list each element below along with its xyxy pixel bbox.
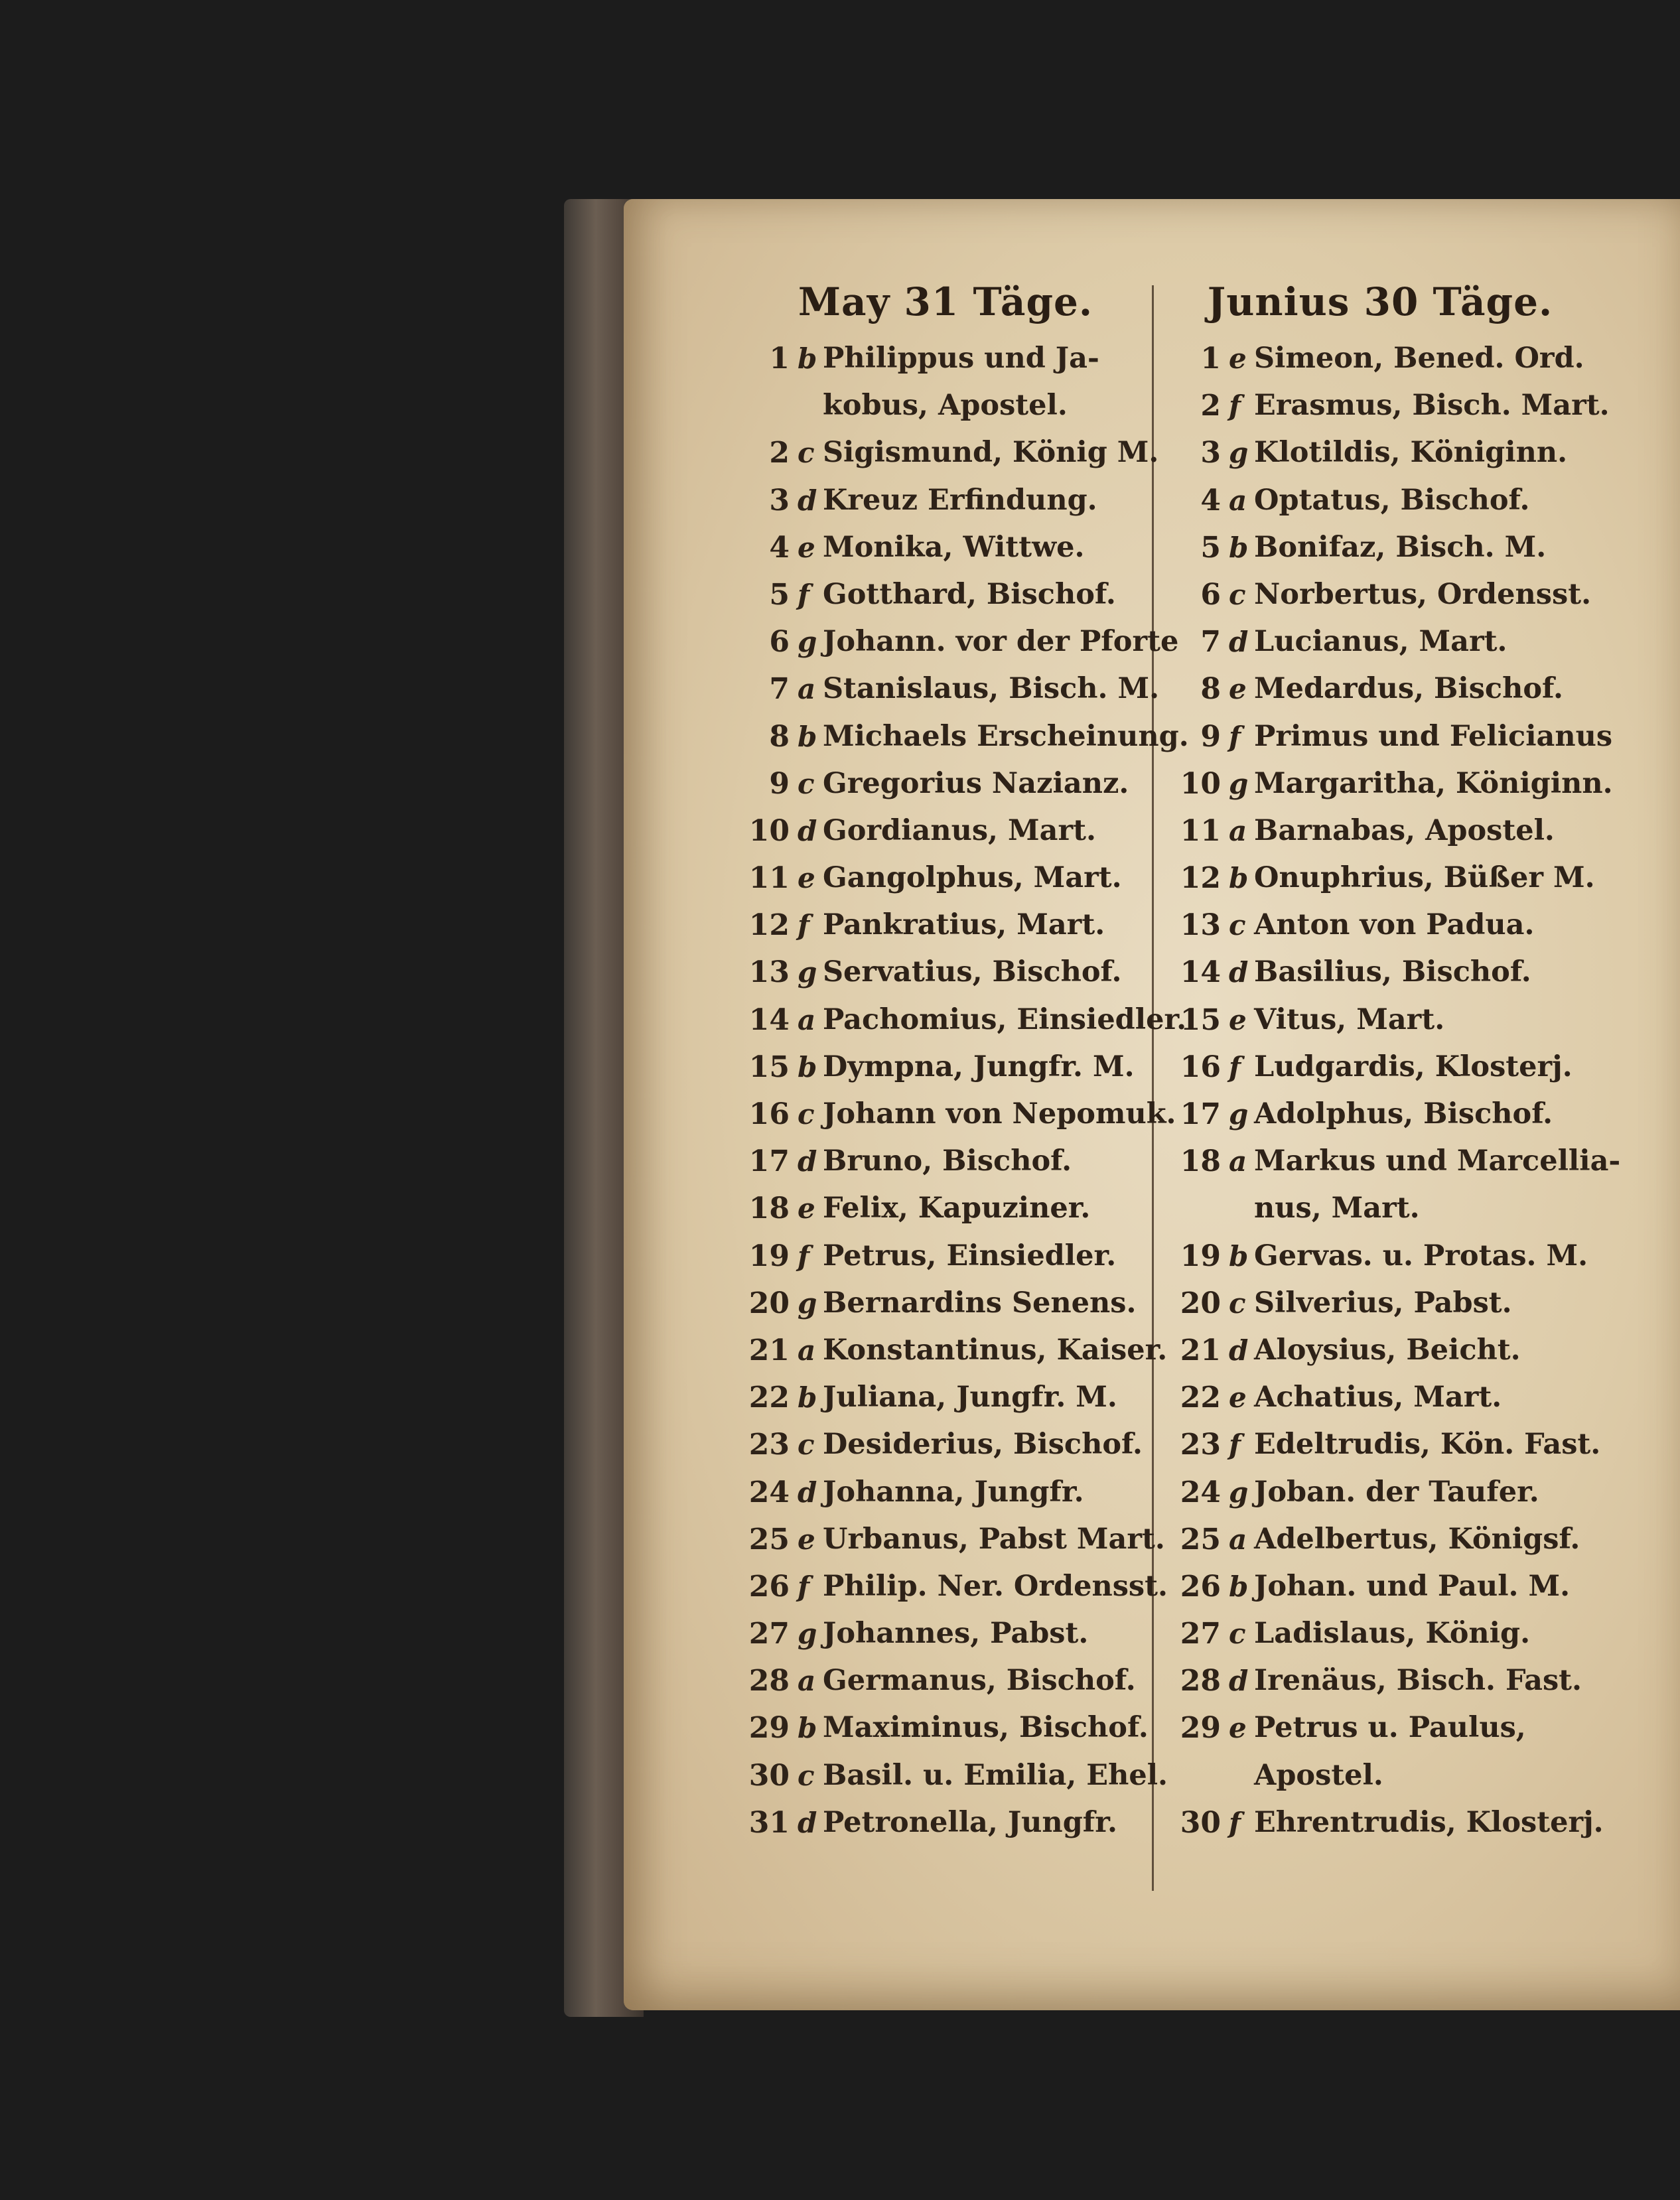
day-number: 13 — [748, 955, 790, 990]
day-number: 5 — [769, 577, 790, 612]
saint-name: Konstantinus, Kaiser. — [823, 1333, 1168, 1367]
dominical-letter: e — [1229, 1381, 1247, 1414]
saint-name: Edeltrudis, Kön. Fast. — [1254, 1428, 1601, 1462]
calendar-row — [1168, 1610, 1592, 1657]
day-number: 15 — [1180, 1002, 1221, 1037]
calendar-row — [1168, 1657, 1592, 1704]
dominical-letter: e — [798, 531, 815, 564]
saint-name: Apostel. — [1254, 1758, 1383, 1792]
calendar-row — [736, 1752, 1168, 1799]
calendar-row — [1168, 760, 1613, 807]
day-number: 7 — [769, 672, 790, 707]
saint-name: Philippus und Ja- — [823, 342, 1099, 375]
day-number: 22 — [1180, 1381, 1221, 1415]
day-number: 2 — [769, 436, 790, 470]
dominical-letter: e — [1229, 342, 1247, 375]
dominical-letter: f — [798, 909, 810, 942]
dominical-letter: g — [1229, 767, 1249, 800]
day-number: 14 — [1180, 955, 1221, 990]
saint-name: Norbertus, Ordensst. — [1254, 577, 1592, 611]
calendar-row — [1168, 618, 1592, 665]
calendar-row — [1168, 997, 1592, 1044]
day-number: 20 — [1180, 1286, 1221, 1320]
dominical-letter: a — [1229, 1145, 1247, 1178]
dominical-letter: c — [1229, 578, 1246, 611]
saint-name: Adelbertus, Königsf. — [1254, 1522, 1580, 1556]
day-number: 17 — [1180, 1097, 1221, 1131]
saint-name: Markus und Marcellia- — [1254, 1144, 1621, 1178]
day-number: 3 — [769, 483, 790, 517]
calendar-row — [736, 1138, 1155, 1185]
dominical-letter: f — [798, 578, 810, 611]
day-number: 9 — [769, 766, 790, 801]
dominical-letter: a — [798, 1003, 816, 1036]
day-number: 26 — [1180, 1569, 1221, 1604]
dominical-letter: b — [1229, 1570, 1249, 1603]
day-number: 15 — [748, 1050, 790, 1084]
calendar-row — [1168, 1421, 1601, 1468]
saint-name: Johannes, Pabst. — [823, 1617, 1089, 1651]
day-number: 14 — [748, 1002, 790, 1037]
saint-name: Monika, Wittwe. — [823, 530, 1085, 564]
dominical-letter: d — [798, 1806, 817, 1839]
day-number: 30 — [748, 1758, 790, 1793]
day-number: 29 — [1180, 1711, 1221, 1746]
day-number: 28 — [748, 1664, 790, 1698]
calendar-row — [736, 1799, 1155, 1846]
calendar-row — [1168, 1138, 1621, 1185]
saint-name: Gervas. u. Protas. M. — [1254, 1239, 1588, 1272]
saint-name: Pankratius, Mart. — [823, 908, 1105, 942]
dominical-letter: c — [798, 767, 815, 800]
saint-name: Ehrentrudis, Klosterj. — [1254, 1805, 1604, 1839]
calendar-row — [1168, 713, 1613, 760]
calendar-row — [736, 713, 1189, 760]
dominical-letter: a — [1229, 814, 1247, 847]
saint-name: Germanus, Bischof. — [823, 1664, 1136, 1698]
day-number: 10 — [1180, 766, 1221, 801]
dominical-letter: g — [1229, 437, 1249, 470]
calendar-row — [1168, 1563, 1592, 1610]
day-number: 23 — [748, 1428, 790, 1462]
dominical-letter: f — [1229, 1806, 1241, 1839]
calendar-row — [736, 1327, 1168, 1374]
calendar-row — [736, 1280, 1155, 1327]
day-number: 16 — [1180, 1050, 1221, 1084]
day-number: 25 — [748, 1522, 790, 1556]
dominical-letter: g — [1229, 1098, 1249, 1131]
day-number: 1 — [769, 342, 790, 376]
saint-name: Klotildis, Königinn. — [1254, 436, 1568, 470]
saint-name: Margaritha, Königinn. — [1254, 766, 1613, 800]
saint-name: Johan. und Paul. M. — [1254, 1569, 1571, 1603]
dominical-letter: f — [1229, 1428, 1241, 1462]
calendar-row — [736, 1610, 1155, 1657]
dominical-letter: e — [1229, 1712, 1247, 1745]
dominical-letter: c — [1229, 1617, 1246, 1651]
saint-name: Basilius, Bischof. — [1254, 955, 1531, 989]
day-number: 10 — [748, 813, 790, 848]
day-number: 28 — [1180, 1664, 1221, 1698]
saint-name: Lucianus, Mart. — [1254, 625, 1507, 659]
dominical-letter: b — [798, 1381, 817, 1414]
day-number: 6 — [769, 625, 790, 659]
saint-name: Sigismund, König M. — [823, 436, 1159, 470]
saint-name: Barnabas, Apostel. — [1254, 813, 1555, 847]
day-number: 23 — [1180, 1428, 1221, 1462]
saint-name: Johann. vor der Pforte — [823, 625, 1179, 659]
saint-name: Bruno, Bischof. — [823, 1144, 1072, 1178]
day-number: 18 — [748, 1192, 790, 1226]
saint-name: Gangolphus, Mart. — [823, 861, 1122, 895]
day-number: 19 — [748, 1239, 790, 1273]
saint-name: Petrus, Einsiedler. — [823, 1239, 1117, 1272]
calendar-row — [1168, 1280, 1592, 1327]
day-number: 31 — [748, 1805, 790, 1840]
calendar-row — [736, 524, 1155, 571]
day-number: 27 — [1180, 1617, 1221, 1651]
day-number: 20 — [748, 1286, 790, 1320]
saint-name: Philip. Ner. Ordensst. — [823, 1569, 1168, 1603]
calendar-row — [1168, 335, 1592, 382]
saint-name: Gordianus, Mart. — [823, 813, 1096, 847]
calendar-row — [736, 1657, 1155, 1704]
saint-name: kobus, Apostel. — [823, 389, 1068, 423]
june-heading: Junius 30 Täge. — [1207, 279, 1553, 324]
calendar-row — [736, 1091, 1176, 1138]
dominical-letter: a — [1229, 484, 1247, 517]
saint-name: Vitus, Mart. — [1254, 1002, 1445, 1036]
calendar-row — [1168, 1704, 1592, 1752]
calendar-row — [736, 949, 1155, 996]
day-number: 27 — [748, 1617, 790, 1651]
day-number: 16 — [748, 1097, 790, 1131]
calendar-row — [736, 1469, 1155, 1516]
day-number: 4 — [1200, 483, 1221, 517]
calendar-row — [736, 855, 1155, 902]
calendar-row — [1168, 1374, 1592, 1421]
day-number: 7 — [1200, 625, 1221, 659]
saint-name: Silverius, Pabst. — [1254, 1286, 1512, 1320]
day-number: 12 — [1180, 861, 1221, 896]
saint-name: Ludgardis, Klosterj. — [1254, 1050, 1573, 1083]
dominical-letter: f — [798, 1239, 810, 1272]
dominical-letter: e — [798, 1523, 815, 1556]
day-number: 19 — [1180, 1239, 1221, 1273]
june-rows — [1168, 335, 1621, 1846]
day-number: 21 — [748, 1333, 790, 1367]
dominical-letter: c — [1229, 909, 1246, 942]
dominical-letter: e — [1229, 1003, 1247, 1036]
dominical-letter: c — [798, 1098, 815, 1131]
calendar-row — [736, 1044, 1155, 1091]
saint-name: Desiderius, Bischof. — [823, 1428, 1143, 1462]
saint-name: Kreuz Erfindung. — [823, 483, 1097, 517]
calendar-row — [1168, 429, 1592, 476]
saint-name: Adolphus, Bischof. — [1254, 1097, 1553, 1131]
calendar-row — [736, 760, 1155, 807]
dominical-letter: f — [798, 1570, 810, 1603]
dominical-letter: a — [1229, 1523, 1247, 1556]
saint-name: Aloysius, Beicht. — [1254, 1333, 1521, 1367]
saint-name: Bonifaz, Bisch. M. — [1254, 530, 1547, 564]
dominical-letter: b — [798, 720, 817, 753]
calendar-row — [1168, 1233, 1592, 1280]
may-column — [736, 269, 1189, 1846]
day-number: 8 — [769, 719, 790, 754]
dominical-letter: e — [1229, 673, 1247, 706]
calendar-row — [736, 571, 1155, 618]
calendar-row — [1168, 1091, 1592, 1138]
dominical-letter: f — [1229, 1050, 1241, 1083]
saint-name: Onuphrius, Büßer M. — [1254, 861, 1595, 895]
dominical-letter: b — [1229, 531, 1249, 564]
saint-name: Juliana, Jungfr. M. — [823, 1381, 1117, 1414]
dominical-letter: b — [798, 342, 817, 375]
day-number: 26 — [748, 1569, 790, 1604]
dominical-letter: b — [1229, 1239, 1249, 1272]
calendar-row — [1168, 665, 1592, 713]
saint-name: Petronella, Jungfr. — [823, 1805, 1117, 1839]
dominical-letter: d — [798, 814, 817, 847]
dominical-letter: g — [1229, 1476, 1249, 1509]
calendar-row — [1168, 807, 1592, 855]
dominical-letter: e — [798, 1192, 815, 1225]
dominical-letter: d — [798, 1476, 817, 1509]
saint-name: nus, Mart. — [1254, 1192, 1420, 1225]
calendar-row — [1168, 1185, 1592, 1232]
day-number: 13 — [1180, 908, 1221, 943]
dominical-letter: d — [798, 1145, 817, 1178]
dominical-letter: d — [1229, 1334, 1249, 1367]
day-number: 12 — [748, 908, 790, 943]
calendar-row — [736, 429, 1159, 476]
saint-name: Joban. der Taufer. — [1254, 1475, 1539, 1509]
calendar-row — [736, 665, 1160, 713]
dominical-letter: g — [798, 956, 817, 989]
calendar-row — [736, 1233, 1155, 1280]
saint-name: Medardus, Bischof. — [1254, 672, 1563, 706]
day-number: 6 — [1200, 577, 1221, 612]
dominical-letter: b — [798, 1712, 817, 1745]
day-number: 8 — [1200, 672, 1221, 707]
calendar-row — [736, 618, 1179, 665]
saint-name: Gotthard, Bischof. — [823, 577, 1116, 611]
calendar-row — [736, 1185, 1155, 1232]
calendar-row — [1168, 1799, 1604, 1846]
calendar-row — [736, 902, 1155, 949]
calendar-row — [1168, 1752, 1592, 1799]
day-number: 25 — [1180, 1522, 1221, 1556]
calendar-row — [736, 807, 1155, 855]
saint-name: Gregorius Nazianz. — [823, 766, 1129, 800]
saint-name: Felix, Kapuziner. — [823, 1192, 1091, 1225]
june-column — [1168, 269, 1621, 1846]
calendar-row — [736, 997, 1187, 1044]
saint-name: Michaels Erscheinung. — [823, 719, 1189, 753]
calendar-row — [736, 1516, 1165, 1563]
dominical-letter: d — [798, 484, 817, 517]
calendar-row — [1168, 902, 1592, 949]
saint-name: Ladislaus, König. — [1254, 1617, 1531, 1651]
calendar-row — [736, 477, 1155, 524]
day-number: 17 — [748, 1144, 790, 1179]
day-number: 29 — [748, 1711, 790, 1746]
dominical-letter: a — [798, 1334, 816, 1367]
saint-name: Basil. u. Emilia, Ehel. — [823, 1758, 1168, 1792]
dominical-letter: c — [1229, 1286, 1246, 1320]
dominical-letter: a — [798, 673, 816, 706]
calendar-row — [1168, 524, 1592, 571]
calendar-row — [736, 1563, 1168, 1610]
saint-name: Erasmus, Bisch. Mart. — [1254, 389, 1610, 423]
dominical-letter: d — [1229, 956, 1249, 989]
saint-name: Primus und Felicianus — [1254, 719, 1613, 753]
day-number: 11 — [748, 861, 790, 896]
dominical-letter: b — [1229, 862, 1249, 895]
day-number: 22 — [748, 1381, 790, 1415]
day-number: 24 — [1180, 1475, 1221, 1509]
dominical-letter: b — [798, 1050, 817, 1083]
calendar-row — [736, 1421, 1155, 1468]
dominical-letter: a — [798, 1665, 816, 1698]
calendar-row — [736, 1704, 1155, 1752]
saint-name: Irenäus, Bisch. Fast. — [1254, 1664, 1582, 1698]
saint-name: Urbanus, Pabst Mart. — [823, 1522, 1165, 1556]
day-number: 4 — [769, 530, 790, 565]
calendar-row — [1168, 1516, 1592, 1563]
day-number: 30 — [1180, 1805, 1221, 1840]
saint-name: Stanislaus, Bisch. M. — [823, 672, 1160, 706]
day-number: 2 — [1200, 389, 1221, 423]
saint-name: Achatius, Mart. — [1254, 1381, 1502, 1414]
dominical-letter: c — [798, 1428, 815, 1462]
dominical-letter: d — [1229, 626, 1249, 659]
calendar-row — [736, 1374, 1155, 1421]
calendar-row — [736, 382, 1155, 429]
saint-name: Petrus u. Paulus, — [1254, 1711, 1526, 1745]
day-number: 3 — [1200, 436, 1221, 470]
dominical-letter: c — [798, 437, 815, 470]
dominical-letter: g — [798, 1286, 817, 1320]
saint-name: Bernardins Senens. — [823, 1286, 1137, 1320]
calendar-row — [1168, 1327, 1592, 1374]
day-number: 11 — [1180, 813, 1221, 848]
saint-name: Johanna, Jungfr. — [823, 1475, 1084, 1509]
dominical-letter: f — [1229, 720, 1241, 753]
saint-name: Johann von Nepomuk. — [823, 1097, 1176, 1131]
may-rows — [736, 335, 1189, 1846]
calendar-row — [1168, 1044, 1592, 1091]
day-number: 9 — [1200, 719, 1221, 754]
calendar-row — [736, 335, 1155, 382]
calendar-row — [1168, 382, 1610, 429]
saint-name: Anton von Padua. — [1254, 908, 1535, 942]
calendar-row — [1168, 949, 1592, 996]
calendar-row — [1168, 855, 1595, 902]
saint-name: Maximinus, Bischof. — [823, 1711, 1149, 1745]
dominical-letter: c — [798, 1759, 815, 1792]
dominical-letter: f — [1229, 389, 1241, 423]
calendar-row — [1168, 477, 1592, 524]
dominical-letter: d — [1229, 1665, 1249, 1698]
day-number: 5 — [1200, 530, 1221, 565]
calendar-row — [1168, 571, 1592, 618]
calendar-row — [1168, 1469, 1592, 1516]
day-number: 24 — [748, 1475, 790, 1509]
dominical-letter: g — [798, 1617, 817, 1651]
saint-name: Optatus, Bischof. — [1254, 483, 1530, 517]
saint-name: Dympna, Jungfr. M. — [823, 1050, 1135, 1083]
saint-name: Pachomius, Einsiedler. — [823, 1002, 1187, 1036]
day-number: 1 — [1200, 342, 1221, 376]
dominical-letter: g — [798, 626, 817, 659]
saint-name: Simeon, Bened. Ord. — [1254, 342, 1584, 375]
day-number: 21 — [1180, 1333, 1221, 1367]
day-number: 18 — [1180, 1144, 1221, 1179]
may-heading: May 31 Täge. — [798, 279, 1093, 324]
saint-name: Servatius, Bischof. — [823, 955, 1122, 989]
dominical-letter: e — [798, 862, 815, 895]
